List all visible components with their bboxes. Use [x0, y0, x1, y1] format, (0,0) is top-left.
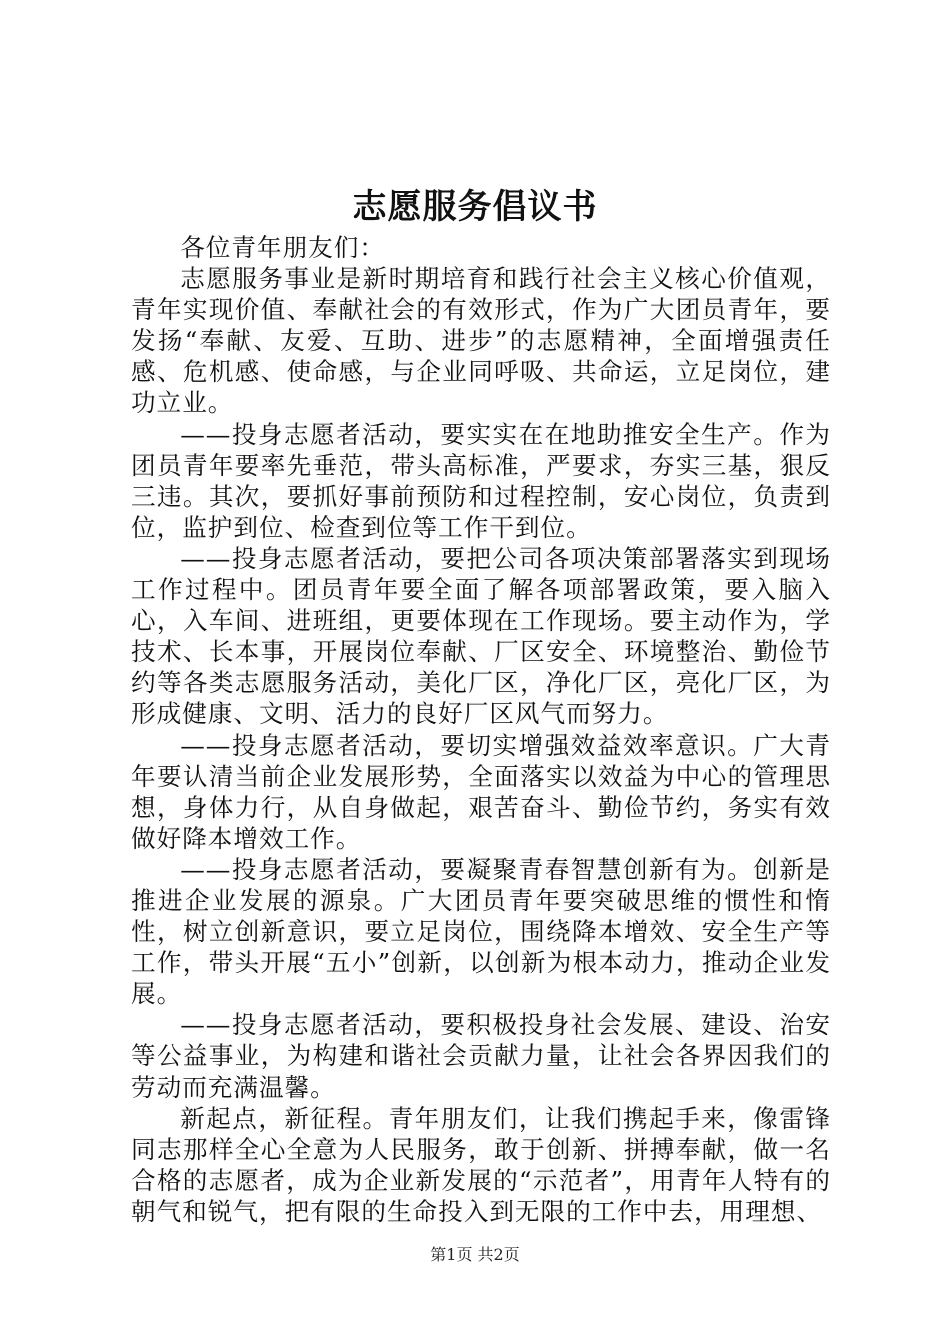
- public-welfare-paragraph: ——投身志愿者活动，要积极投身社会发展、建设、治安等公益事业，为构建和谐社会贡献力量，让社会各界因我们的劳动而充满温馨。: [131, 1010, 831, 1102]
- intro-paragraph: 志愿服务事业是新时期培育和践行社会主义核心价值观，青年实现价值、奉献社会的有效形式，作为广大团员青年，要发扬“奉献、友爱、互助、进步”的志愿精神，全面增强责任感、危机感、使命感，与企业同呼吸、共命运，立足岗位，建功立业。: [131, 264, 831, 418]
- innovation-paragraph: ——投身志愿者活动，要凝聚青春智慧创新有为。创新是推进企业发展的源泉。广大团员青年要突破思维的惯性和惰性，树立创新意识，要立足岗位，围绕降本增效、安全生产等工作，带头开展“五小”创新，以创新为根本动力，推动企业发展。: [131, 854, 831, 1009]
- page-footer: 第1页 共2页: [430, 1245, 520, 1264]
- document-body: [131, 232, 831, 1227]
- document-title: 志愿服务倡议书: [352, 187, 598, 227]
- salutation-paragraph: 各位青年朋友们：: [180, 233, 385, 262]
- safety-paragraph: ——投身志愿者活动，要实实在在地助推安全生产。作为团员青年要率先垂范，带头高标准，严要求，夯实三基，狠反三违。其次，要抓好事前预防和过程控制，安心岗位，负责到位，监护到位、检查到位等工作干到位。: [131, 419, 831, 542]
- policy-paragraph: ——投身志愿者活动，要把公司各项决策部署落实到现场工作过程中。团员青年要全面了解各项部署政策，要入脑入心，入车间、进班组，更要体现在工作现场。要主动作为，学技术、长本事，开展岗位奉献、厂区安全、环境整治、勤俭节约等各类志愿服务活动，美化厂区，净化厂区，亮化厂区，为形成健康、文明、活力的良好厂区风气而努力。: [131, 543, 831, 729]
- closing-paragraph: 新起点，新征程。青年朋友们，让我们携起手来，像雷锋同志那样全心全意为人民服务，敢于创新、拼搏奉献，做一名合格的志愿者，成为企业新发展的“示范者”，用青年人特有的朝气和锐气，把有限的生命投入到无限的工作中去，用理想、: [131, 1103, 831, 1226]
- efficiency-paragraph: ——投身志愿者活动，要切实增强效益效率意识。广大青年要认清当前企业发展形势，全面落实以效益为中心的管理思想，身体力行，从自身做起，艰苦奋斗、勤俭节约，务实有效做好降本增效工作。: [131, 730, 831, 853]
